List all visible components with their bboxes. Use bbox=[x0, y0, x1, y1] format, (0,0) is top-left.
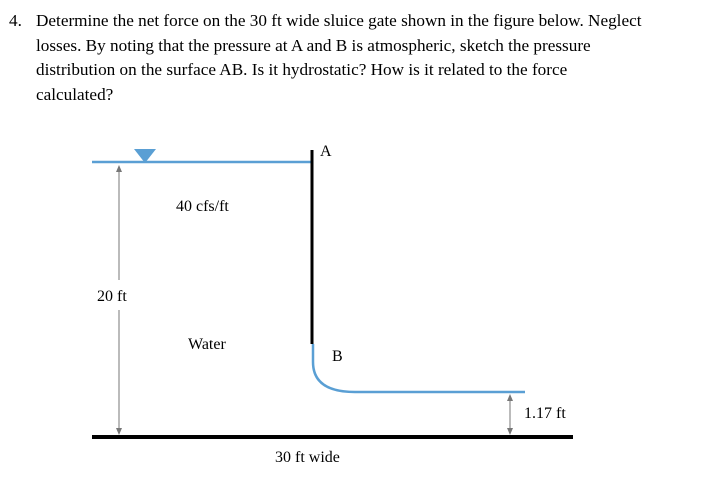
problem-line-4: calculated? bbox=[36, 84, 114, 104]
flow-rate-label: 40 cfs/ft bbox=[176, 198, 229, 215]
arrow-up-icon bbox=[116, 165, 122, 172]
downstream-water-surface bbox=[313, 344, 525, 392]
problem-line-3: distribution on the surface AB. Is it hydrostatic? How is it related to the force bbox=[36, 60, 568, 79]
problem-line-2: losses. By noting that the pressure at A and B is atmospheric, sketch the pressure bbox=[36, 35, 591, 55]
water-label: Water bbox=[188, 336, 226, 353]
gate-width-label: 30 ft wide bbox=[275, 449, 340, 466]
upstream-depth-label: 20 ft bbox=[97, 288, 127, 305]
arrow-up-icon bbox=[507, 394, 513, 401]
label-b: B bbox=[332, 348, 343, 365]
label-a: A bbox=[320, 143, 332, 160]
problem-line-1: Determine the net force on the 30 ft wide sluice gate shown in the figure below. Neglect bbox=[36, 11, 642, 30]
arrow-down-icon bbox=[116, 428, 122, 435]
problem-number: 4. bbox=[9, 11, 22, 30]
downstream-depth-label: 1.17 ft bbox=[524, 405, 566, 422]
arrow-down-icon bbox=[507, 428, 513, 435]
